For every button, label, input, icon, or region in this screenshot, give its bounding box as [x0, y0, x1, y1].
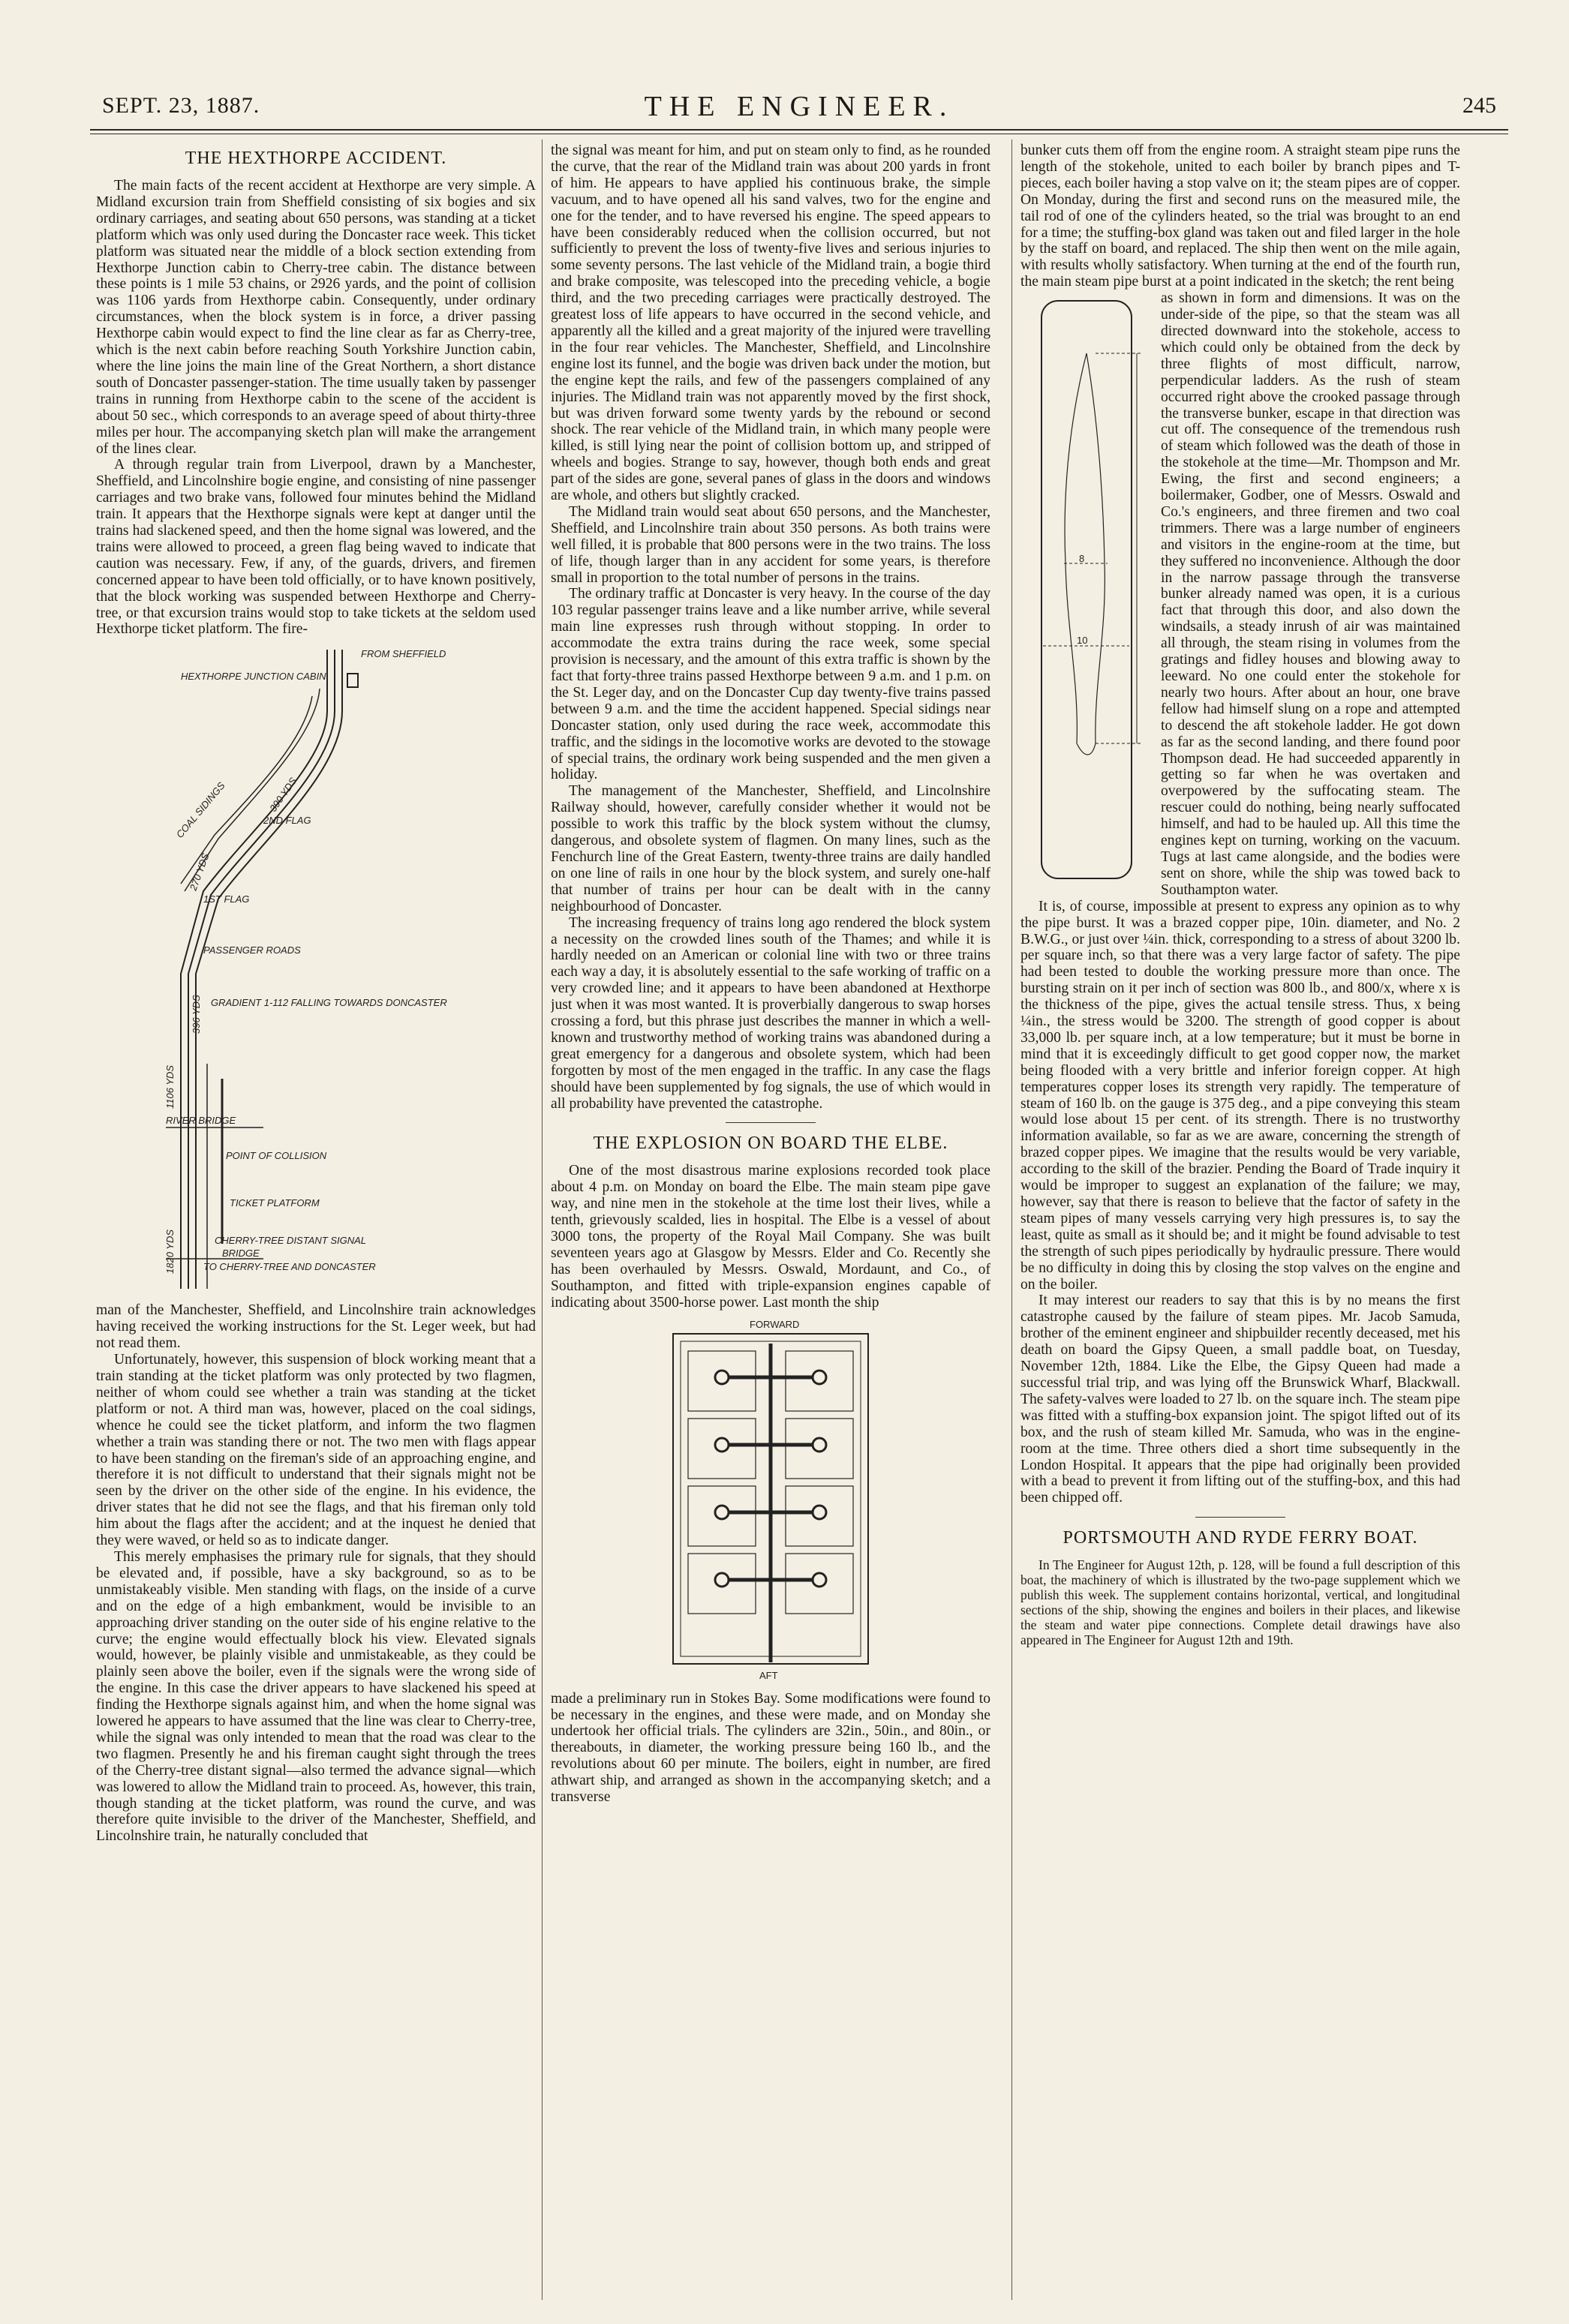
paragraph: It may interest our readers to say that this is by no means the first catastrophe caused by the failure of steam pipes. Mr. Jacob Samuda, brother of the eminent engineer and shipbuilder recently deceased, met his death on board the Gipsy Queen, a small paddle boat, on Tuesday, November 12th, 1884. Like the Elbe, the Gipsy Queen had made a successful trial trip, and was lying off the Brunswick Wharf, Blackwall. The safety-valves were loaded to 27 lb. on the square inch. The steam pipe was fitted with a stuffing-box expansion joint. The spigot lifted out of its box, and the rush of steam killed Mr. Samuda, who was in the engine-room at the time. Three others died a short time subsequently in the London Hospital. It appears that the pipe had originally been provided with a bead to prevent it from lifting out of the stuffing-box, and this had been chipped off.	[1020, 1293, 1460, 1506]
paragraph: The increasing frequency of trains long ago rendered the block system a necessity on the crowded lines south of the Thames; and while it is hardly needed on an American or colonial line with two or three trains each way a day, it is absolutely essential to the safe working of traffic on a very crowded line; and it appears to have been abandoned at Hexthorpe just when it was most wanted. It is proverbially dangerous to swap horses crossing a ford, but this phrase just describes the manner in which a well-known and trustworthy method of working trains was abandoned during a great emergency for a dangerous and obsolete system, which had been forgotten by most of the men engaged in the traffic. In any case the flags should have been supplemented by fog signals, the use of which would in all probability have prevented the catastrophe.	[551, 914, 990, 1112]
label-bridge: BRIDGE	[222, 1248, 260, 1260]
stop-valve	[813, 1506, 826, 1519]
label-forward: FORWARD	[750, 1318, 800, 1330]
paragraph: It is, of course, impossible at present to express any opinion as to why the pipe burst. It was a brazed copper pipe, 10in. diameter, and No. 2 B.W.G., or just over ¼in. thick, corresponding to a stress of about 3200 lb. per square inch, so that there was a very large factor of safety. The pipe had been tested to double the working pressure more than once. The bursting strain on it per inch of section was 800 lb., and 800/x, where x is the thickness of the pipe, gives the actual tensile stress. Thus, x being ¼in., the stress would be 3200. The strength of good copper is about 33,000 lb. per square inch, at a low temperature; but it must be borne in mind that it is exceedingly difficult to get good copper now, the market being flooded with a very brittle and inferior foreign copper. At high temperatures copper loses its strength very rapidly. The temperature of steam of 160 lb. on the gauge is 375 deg., and a pipe conveying this steam would lose about 15 per cent. of its strength. There is no trustworthy information available, so far as we are aware, concerning the strength of brazed copper pipes. We imagine that the results would be very variable, according to the skill of the brazier. Pending the Board of Trade inquiry it would be improper to suggest an explanation of the failure; we may, however, say that there is reason to believe that the factor of safety in the steam pipes of many vessels carrying very high pressures is, to say the least, quite as small as it should be; and it might be found advisable to test the strength of such pipes periodically by hydraulic pressure. There would be no difficulty in doing this by closing the stop valves on the engine and on the boiler.	[1020, 898, 1460, 1293]
burst-pipe-sketch	[1020, 293, 1152, 886]
paragraph: bunker cuts them off from the engine room. A straight steam pipe runs the length of the stokehole, united to each boiler by branch pipes and T-pieces, each boiler having a stop valve on it; the steam pipes are of copper. On Monday, during the first and second runs on the measured mile, the tail rod of one of the cylinders heated, so the trial was brought to an end for a time; the stuffing-box gland was taken out and filed larger in the hole by the staff on board, and replaced. The ship then went on the mile again, with results wholly satisfactory. When turning at the end of the fourth run, the main steam pipe burst at a point indicated in the sketch; the rent being	[1020, 143, 1460, 290]
paragraph: The Midland train would seat about 650 persons, and the Manchester, Sheffield, and Lincolnshire train about 350 persons. As both trains were well filled, it is probable that 800 persons were in the two trains. The loss of life, though larger than in any accident for some years, is therefore small in proportion to the total number of persons in the trains.	[551, 503, 990, 586]
pipe-outline	[1041, 301, 1132, 878]
label-junction-cabin: HEXTHORPE JUNCTION CABIN	[181, 671, 326, 683]
column-1	[96, 143, 536, 1845]
paragraph: made a preliminary run in Stokes Bay. Some modifications were found to be necessary in the engines, and these were made, and on Monday she undertook her official trials. The cylinders are 32in., 50in., and 80in., or thereabouts, in diameter, the working pressure being 160 lb., and the revolutions about 60 per minute. The boilers, eight in number, are fired athwart ship, and arranged as shown in the accompanying sketch; and a transverse	[551, 1690, 990, 1806]
label-390-yds: 390 YDS	[267, 776, 299, 815]
label-from-sheffield: FROM SHEFFIELD	[361, 648, 446, 660]
paragraph: This merely emphasises the primary rule for signals, that they should be elevated and, if possible, have a sky background, so as to be unmistakeably visible. Men standing with flags, on the inside of a curve and on the edge of a high embankment, would be invisible to an approaching driver standing on the outer side of his engine relative to the curve; the engine would effectually block his view. Elevated signals would, however, be plainly visible and unmistakeable, as they could be plainly seen above the boiler, even if the signals were the wrong side of the engine. In this case the driver appears to have slackened his speed at finding the Hexthorpe signals against him, and when the home signal was lowered he appears to have assumed that the line was clear to Cherry-tree, while the signal was only intended to mean that the road was clear to the two flagmen. Presently he and his fireman caught sight through the trees of the Cherry-tree distant signal—also termed the advance signal—which was lowered to allow the Midland train to proceed. As, however, this train, though standing at the ticket platform, was round the curve, and was therefore quite invisible to the driver of the Manchester, Sheffield, and Lincolnshire train, he naturally concluded that	[96, 1548, 536, 1845]
label-ticket-platform: TICKET PLATFORM	[230, 1197, 320, 1209]
paragraph: Unfortunately, however, this suspension of block working meant that a train standing at the ticket platform was only protected by two flagmen, neither of whom could see whether a train was standing at the ticket platform or not. A third man was, however, placed on the coal sidings, whence he could see the ticket platform, and inform the two flagmen whether a train was standing there or not. The two men with flags appear to have been standing on the fireman's side of an approaching engine, and therefore it is not difficult to understand that their signals might not be seen by the driver on the other side of the engine. In his evidence, the driver states that he did not see the flags, and that his fireman only told him about the flags after the accident; and at the inquest he denied that they were waved, or held so as to indicate danger.	[96, 1352, 536, 1549]
stop-valve	[715, 1371, 729, 1384]
article-title-elbe: THE EXPLOSION ON BOARD THE ELBE.	[593, 1133, 948, 1154]
paragraph: The ordinary traffic at Doncaster is very heavy. In the course of the day 103 regular passenger trains leave and a like number arrive, while several main line expresses rush through without stopping. In order to accommodate the extra trains during the race week, some special provision is necessary, and the amount of this extra traffic is shown by the fact that forty-three trains passed Hexthorpe between 9 a.m. and 1 p.m. on the St. Leger day, and on the Doncaster Cup day twenty-five trains passed between 9 a.m. and the time the accident happened. Special sidings near Doncaster station, only used during the race week, accommodate this traffic, and the sidings in the locomotive works are devoted to the stowage of special trains, the ordinary work being suspended and the men given a holiday.	[551, 586, 990, 783]
label-1st-flag: 1ST FLAG	[203, 893, 250, 905]
label-distant-signal: CHERRY-TREE DISTANT SIGNAL	[215, 1235, 367, 1247]
issue-date: SEPT. 23, 1887.	[102, 93, 260, 118]
label-coal-sidings: COAL SIDINGS	[173, 780, 227, 841]
paragraph: In The Engineer for August 12th, p. 128, will be found a full description of this boat, the machinery of which is illustrated by the two-page supplement which we publish this week. The supplement contains horizontal, vertical, and longitudinal sections of the ship, showing the engines and boilers in their places, and likewise the steam and water pipe connections. Complete detail drawings have also appeared in The Engineer for August 12th and 19th.	[1020, 1557, 1460, 1648]
label-1820-yds: 1820 YDS	[164, 1230, 176, 1275]
paragraph: man of the Manchester, Sheffield, and Lincolnshire train acknowledges having received the working instructions for the St. Leger week, but had not read them.	[96, 1302, 536, 1352]
header-rule	[90, 129, 1508, 131]
label-river-bridge: RIVER BRIDGE	[166, 1115, 236, 1127]
column-3	[1020, 143, 1460, 1647]
stop-valve	[813, 1371, 826, 1384]
label-dim-10: 10	[1077, 635, 1088, 647]
stop-valve	[715, 1506, 729, 1519]
page-header	[98, 90, 1501, 126]
paragraph: The management of the Manchester, Sheffield, and Lincolnshire Railway should, however, carefully consider whether it would not be possible to work this traffic by the block system without the clumsy, dangerous, and obsolete system of flagmen. On many lines, such as the Fenchurch line of the Great Eastern, twenty-three trains are daily handled on one line of rails in one hour by the block system, and surely one-half that number of trains per hour can be dealt with in the canny neighbourhood of Doncaster.	[551, 783, 990, 914]
hexthorpe-sketch-plan	[151, 644, 481, 1296]
label-point-of-collision: POINT OF COLLISION	[226, 1150, 327, 1162]
paragraph: A through regular train from Liverpool, drawn by a Manchester, Sheffield, and Lincolnshire bogie engine, and consisting of nine passenger carriages and two brake vans, followed four minutes behind the Midland train. It appears that the Hexthorpe signals were kept at danger until the trains had slackened speed, and then the home signal was lowered, and the trains were allowed to proceed, a green flag being waved to indicate that caution was necessary. Few, if any, of the guards, drivers, and firemen concerned appear to have been told officially, or to have known positively, that the block working was suspended between Hexthorpe and Cherry-tree, or that excursion trains would stop to take tickets at the seldom used Hexthorpe ticket platform. The fire-	[96, 457, 536, 638]
track-line	[188, 650, 335, 1289]
label-passenger-roads: PASSENGER ROADS	[203, 944, 301, 956]
column-2	[551, 143, 990, 1806]
journal-title: THE ENGINEER.	[644, 91, 954, 122]
track-line	[196, 650, 342, 1289]
article-title-hexthorpe: THE HEXTHORPE ACCIDENT.	[185, 149, 447, 168]
ferry-article-body	[1020, 1557, 1460, 1647]
label-1106-yds: 1106 YDS	[164, 1065, 176, 1109]
elbe-boiler-arrangement-sketch	[658, 1317, 883, 1685]
junction-cabin-box	[347, 674, 358, 687]
column-divider	[1011, 140, 1012, 2300]
stop-valve	[715, 1438, 729, 1452]
stop-valve	[813, 1438, 826, 1452]
rent-outline	[1065, 353, 1105, 755]
label-2nd-flag: 2ND FLAG	[263, 815, 311, 827]
stop-valve	[715, 1573, 729, 1587]
article-separator	[1195, 1517, 1285, 1518]
article-separator	[726, 1122, 816, 1123]
label-270-yds: 270 YDS	[187, 851, 212, 893]
article-title-ferry: PORTSMOUTH AND RYDE FERRY BOAT.	[1063, 1528, 1418, 1548]
stop-valve	[813, 1573, 826, 1587]
column-divider	[542, 140, 543, 2300]
paragraph: One of the most disastrous marine explosions recorded took place about 4 p.m. on Monday on board the Elbe. The main steam pipe gave way, and nine men in the stokehole at the time lost their lives, while a tenth, grievously scalded, lies in hospital. The Elbe is a vessel of about 3000 tons, the property of the Royal Mail Company. She was built seventeen years ago at Glasgow by Messrs. Elder and Co. Recently she has been overhauled by Messrs. Oswald, Mordaunt, and Co., of Southampton, and fitted with triple-expansion engines capable of indicating about 3500-horse power. Last month the ship	[551, 1163, 990, 1311]
label-396-yds: 396 YDS	[191, 995, 202, 1034]
paragraph: The main facts of the recent accident at Hexthorpe are very simple. A Midland excursion train from Sheffield consisting of six bogies and six ordinary carriages, and seating about 650 persons, was standing at a ticket platform which was only used during the Doncaster race week. This ticket platform was situated near the middle of a block section extending from Hexthorpe Junction cabin to Cherry-tree cabin. The distance between these points is 1 mile 53 chains, or 2926 yards, and the point of collision was 1106 yards from Hexthorpe cabin. Consequently, under ordinary circumstances, when the block system is in force, a driver passing Hexthorpe cabin would expect to find the line clear as far as Cherry-tree, which is the next cabin before reaching South Yorkshire Junction cabin, where the line joins the main line of the Great Northern, a short distance south of Doncaster passenger-station. The time usually taken by passenger trains in running from Hexthorpe cabin to the scene of the accident is about 50 sec., which corresponds to an average speed of about thirty-three miles per hour. The accompanying sketch plan will make the arrangement of the lines clear.	[96, 178, 536, 457]
label-to-cherry-tree: TO CHERRY-TREE AND DONCASTER	[203, 1261, 376, 1273]
track-line	[181, 650, 327, 1289]
paragraph: the signal was meant for him, and put on steam only to find, as he rounded the curve, that the rear of the Midland train was about 200 yards in front of him. He appears to have applied his continuous brake, the simple vacuum, and to have opened all his sand valves, two for the engine and one for the tender, and to have reversed his engine. The speed appears to have been considerably reduced when the collision occurred, but not sufficiently to prevent the loss of twenty-five lives and serious injuries to some seventy persons. The last vehicle of the Midland train, a bogie third and brake composite, was telescoped into the preceding vehicle, a bogie third, and the two preceding carriages were practically destroyed. The greatest loss of life appears to have occurred in the second vehicle, and apparently all the killed and a great majority of the injured were travelling in the four rear vehicles. The Manchester, Sheffield, and Lincolnshire engine lost its funnel, and the bogie was driven back under the motion, but the engine kept the rails, and few of the passengers complained of any injuries. The Midland train was not apparently moved by the first shock, but was driven forward some twenty yards by the rebound or second shock. The rear vehicle of the Midland train, in which many people were killed, is still lying near the point of collision bottom up, and stripped of wheels and bogies. Strange to say, however, though both ends and great part of the sides are gone, several panes of glass in the doors and windows are whole, and others but slightly cracked.	[551, 143, 990, 504]
paragraph: as shown in form and dimensions. It was on the under-side of the pipe, so that the steam was all directed downward into the stokehole, access to which could only be obtained from the deck by three flights of most difficult, narrow, perpendicular ladders. As the rush of steam occurred right above the crooked passage through the transverse bunker, escape in that direction was cut off. The consequence of the tremendous rush of steam which followed was the death of those in the stokehole at the time—Mr. Thompson and Mr. Ewing, the first and second engineers; a boilermaker, Godber, one of Messrs. Oswald and Co.'s engineers, and three firemen and two coal trimmers. There was a large number of engineers and visitors in the engine-room at the time, but they suffered no inconvenience. Although the door in the narrow passage through the transverse bunker already named was open, it is a curious fact that through this door, and also down the windsails, a steady inrush of air was maintained all through, the steam rising in volumes from the gratings and fidley houses and blowing away to leeward. No one could enter the stokehole for nearly two hours. After about an hour, one brave fellow had himself slung on a rope and attempted to descend the aft stokehole ladder. He got down as far as the second landing, and there found poor Thompson dead. He had succeeded apparently in getting so far when he was overtaken and overpowered by the suffocating steam. The rescuer could do nothing, being nearly suffocated himself, and had to be hauled up. All this time the engines kept on turning, working on the vacuum. Tugs at last came alongside, and the bodies were sent on shore, while the ship was towed back to Southampton water.	[1161, 290, 1460, 898]
page-number: 245	[1462, 93, 1496, 118]
label-dim-8: 8	[1079, 553, 1085, 565]
label-gradient: GRADIENT 1-112 FALLING TOWARDS DONCASTER	[211, 997, 447, 1009]
label-aft: AFT	[759, 1669, 778, 1681]
